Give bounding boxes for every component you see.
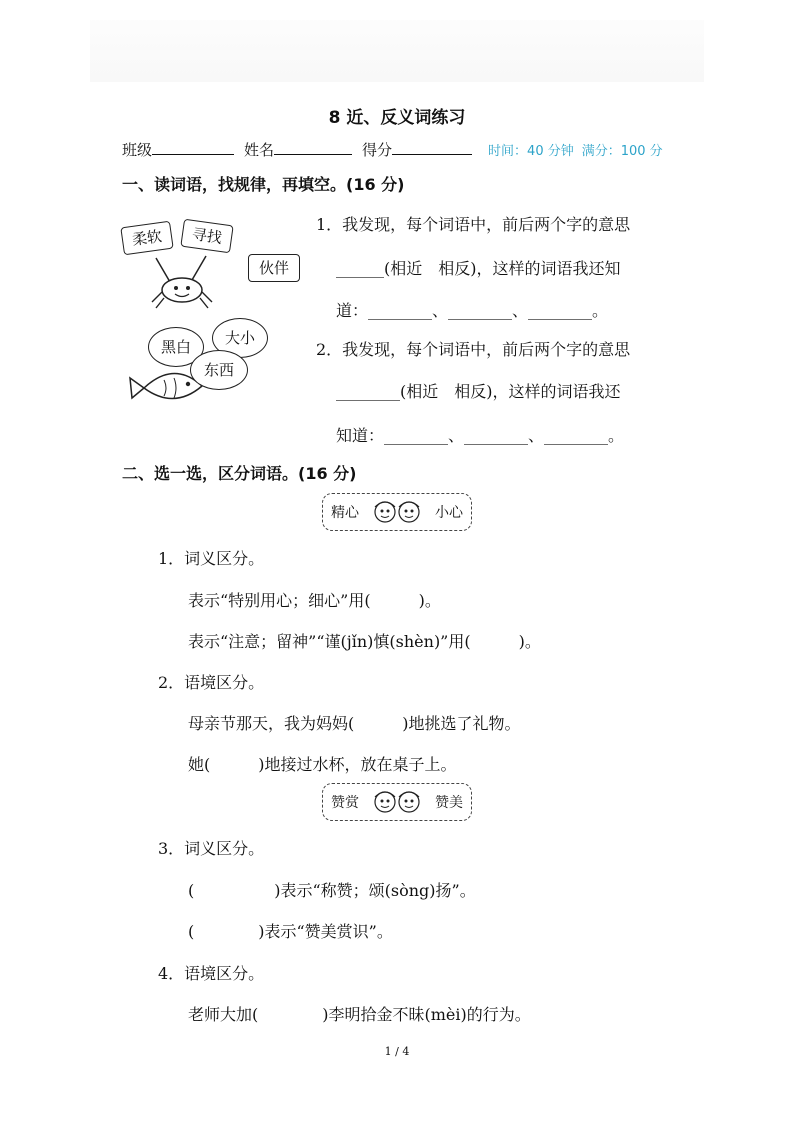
fish-word-3: 东西	[190, 350, 248, 390]
tag2-left: 赞赏	[331, 795, 359, 811]
name-label: 姓名	[244, 141, 275, 159]
full-score: 满分：100 分	[581, 144, 663, 159]
s2-q1-title: 1．词义区分。	[158, 549, 265, 568]
name-blank[interactable]	[274, 140, 352, 155]
q2-line3[interactable]: 知道：________、________、________。	[336, 426, 625, 445]
word-pair-tag-2	[322, 783, 472, 821]
scan-shadow	[90, 20, 704, 82]
crab-word-3: 伙伴	[248, 254, 300, 282]
tag1-left: 精心	[331, 505, 359, 521]
s2-q4-a[interactable]: 老师大加( )李明拾金不昧(mèi)的行为。	[188, 1005, 531, 1024]
tag1-right: 小心	[435, 505, 463, 521]
time-limit: 时间：40 分钟	[488, 144, 574, 159]
kids-icon	[369, 787, 425, 817]
fish-word-2: 大小	[212, 318, 268, 358]
word-pair-tag-1	[322, 493, 472, 531]
student-info-row	[122, 139, 671, 160]
s2-q1-a[interactable]: 表示“特别用心；细心”用( )。	[188, 591, 441, 610]
exam-meta	[488, 140, 671, 159]
crab-word-2: 寻找	[180, 219, 233, 254]
q1-line2[interactable]: ______(相近 相反)，这样的词语我还知	[336, 259, 621, 278]
kids-icon	[369, 497, 425, 527]
s2-q2-title: 2．语境区分。	[158, 673, 265, 692]
crab-word-1: 柔软	[120, 221, 173, 256]
q2-line1: 2．我发现，每个词语中，前后两个字的意思	[316, 340, 631, 359]
fish-word-1: 黑白	[148, 327, 204, 367]
s2-q2-a[interactable]: 母亲节那天，我为妈妈( )地挑选了礼物。	[188, 714, 521, 733]
section1-heading: 一、读词语，找规律，再填空。(16 分)	[122, 175, 405, 194]
s2-q3-b[interactable]: ( )表示“赞美赏识”。	[188, 922, 393, 941]
s2-q4-title: 4．语境区分。	[158, 964, 265, 983]
q1-line1: 1．我发现，每个词语中，前后两个字的意思	[316, 215, 631, 234]
class-label: 班级	[122, 141, 153, 159]
q1-line3[interactable]: 道：________、________、________。	[336, 301, 609, 320]
score-blank[interactable]	[392, 140, 472, 155]
s2-q2-b[interactable]: 她( )地接过水杯，放在桌子上。	[188, 755, 457, 774]
page-title: 8 近、反义词练习	[328, 108, 466, 128]
s2-q3-title: 3．词义区分。	[158, 839, 265, 858]
class-blank[interactable]	[152, 140, 234, 155]
score-label: 得分	[362, 141, 393, 159]
page-number: 1 / 4	[384, 1045, 410, 1058]
q2-line2[interactable]: ________(相近 相反)，这样的词语我还	[336, 382, 621, 401]
section2-heading: 二、选一选，区分词语。(16 分)	[122, 464, 357, 483]
s2-q1-b[interactable]: 表示“注意；留神”“谨(jǐn)慎(shèn)”用( )。	[188, 632, 541, 651]
tag2-right: 赞美	[435, 795, 463, 811]
s2-q3-a[interactable]: ( )表示“称赞；颂(sòng)扬”。	[188, 881, 476, 900]
